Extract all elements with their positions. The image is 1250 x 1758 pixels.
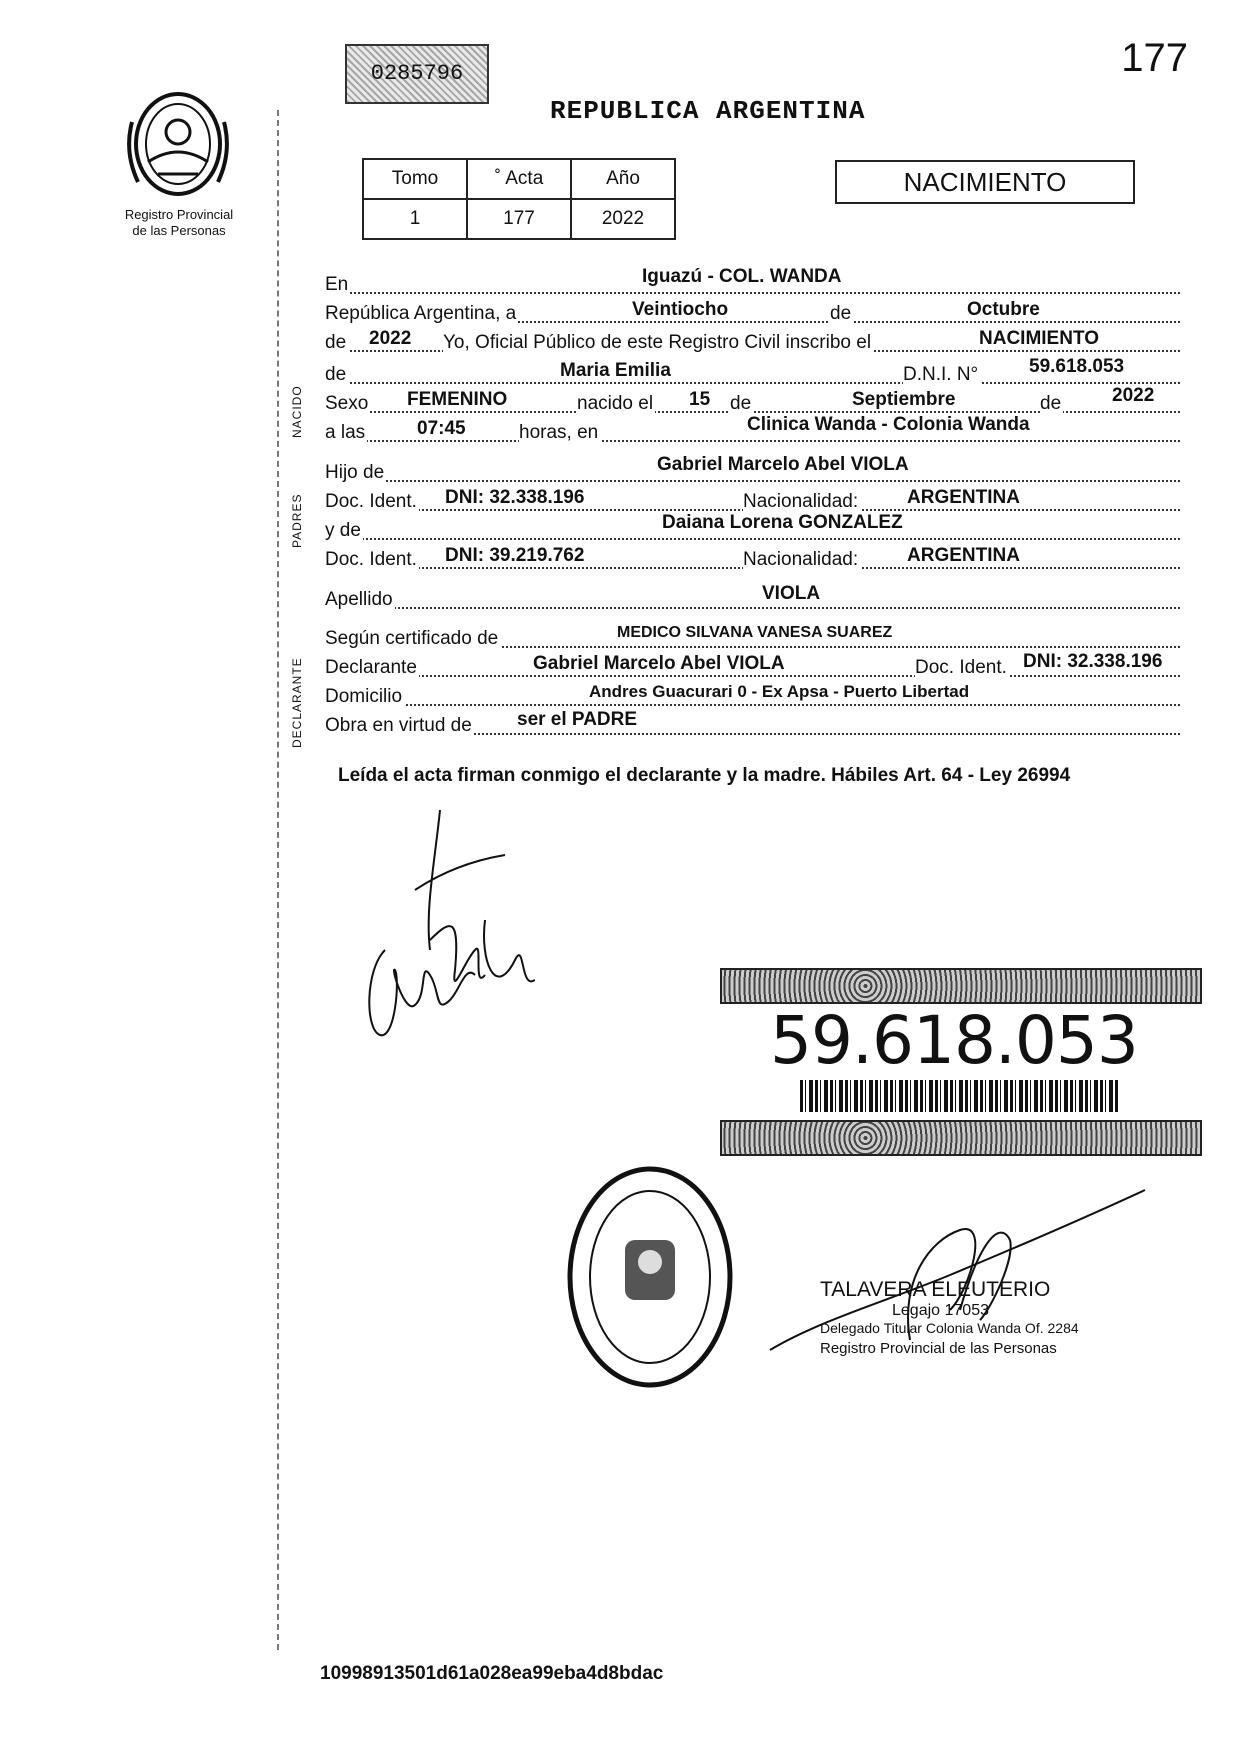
horas-label: horas, en xyxy=(519,422,599,443)
serial-number: 0285796 xyxy=(347,46,487,102)
oficial-text: Yo, Oficial Público de este Registro Civil inscribo el xyxy=(443,332,872,353)
event-value: NACIMIENTO xyxy=(979,328,1099,349)
tomo-header: Tomo xyxy=(363,159,467,199)
month-value: Octubre xyxy=(967,299,1040,320)
doc1-label: Doc. Ident. xyxy=(325,491,417,512)
certificado-label: Según certificado de xyxy=(325,628,499,649)
de-label-3: de xyxy=(325,364,347,385)
nac2-label: Nacionalidad: xyxy=(743,549,859,570)
father-name-value: Gabriel Marcelo Abel VIOLA xyxy=(657,454,909,475)
rep-label: República Argentina, a xyxy=(325,303,517,324)
doc2-label: Doc. Ident. xyxy=(325,549,417,570)
obra-value: ser el PADRE xyxy=(517,709,638,730)
row-hijo xyxy=(325,454,1180,486)
serial-stamp xyxy=(345,44,489,104)
mother-nationality-value: ARGENTINA xyxy=(907,545,1020,566)
row-yde xyxy=(325,512,1180,544)
father-nationality-value: ARGENTINA xyxy=(907,487,1020,508)
sexo-label: Sexo xyxy=(325,393,369,414)
obra-label: Obra en virtud de xyxy=(325,715,472,736)
row-doc2 xyxy=(325,545,1180,573)
margin-line xyxy=(277,110,279,1650)
apellido-label: Apellido xyxy=(325,589,393,610)
day-value: Veintiocho xyxy=(632,299,729,320)
doc3-label: Doc. Ident. xyxy=(915,657,1007,678)
row-domicilio xyxy=(325,682,1180,710)
official-legajo: Legajo 17053 xyxy=(892,1302,989,1319)
row-hora xyxy=(325,414,1180,446)
province-coat-of-arms-icon xyxy=(118,82,238,202)
official-name: TALAVERA ELEUTERIO xyxy=(820,1278,1051,1301)
row-year xyxy=(325,328,1180,356)
registry-label xyxy=(104,207,254,239)
stamp-dni-number: 59.618.053 xyxy=(770,1002,1138,1079)
dni-value: 59.618.053 xyxy=(1029,356,1125,377)
certificado-value: MEDICO SILVANA VANESA SUAREZ xyxy=(617,624,893,641)
de-label-2: de xyxy=(325,332,347,353)
document-hash: 10998913501d61a028ea99eba4d8bdac xyxy=(320,1663,664,1684)
domicilio-value: Andres Guacurari 0 - Ex Apsa - Puerto Libertad xyxy=(589,682,970,701)
official-role: Delegado Titular Colonia Wanda Of. 2284 xyxy=(820,1320,1079,1336)
en-value: Iguazú - COL. WANDA xyxy=(642,266,842,287)
closing-text: Leída el acta firman conmigo el declarante y la madre. Hábiles Art. 64 - Ley 26994 xyxy=(338,765,1071,786)
row-certificado xyxy=(325,624,1180,652)
de-label-5: de xyxy=(1040,393,1062,414)
dni-number-stamp xyxy=(720,968,1198,1154)
anio-value: 2022 xyxy=(571,199,675,239)
row-en xyxy=(325,266,1180,298)
father-dni-value: DNI: 32.338.196 xyxy=(445,487,585,508)
declarante-dni-value: DNI: 32.338.196 xyxy=(1023,651,1163,672)
hora-label: a las xyxy=(325,422,366,443)
domicilio-label: Domicilio xyxy=(325,686,403,707)
official-stamp xyxy=(820,1278,1079,1357)
nacido-label: nacido el xyxy=(577,393,654,414)
side-label-nacido: NACIDO xyxy=(290,385,304,438)
mother-name-value: Daiana Lorena GONZALEZ xyxy=(662,512,903,533)
official-registry: Registro Provincial de las Personas xyxy=(820,1340,1057,1357)
row-fecha xyxy=(325,299,1180,327)
row-sexo xyxy=(325,385,1180,417)
side-label-padres: PADRES xyxy=(290,493,304,548)
anio-header: Año xyxy=(571,159,675,199)
stamp-band-top xyxy=(720,968,1202,1004)
row-apellido xyxy=(325,585,1180,613)
birth-month-value: Septiembre xyxy=(852,389,956,410)
hora-value: 07:45 xyxy=(417,418,466,439)
row-declarante xyxy=(325,653,1180,681)
declarant-signature-icon xyxy=(355,800,535,1060)
birth-place-value: Clinica Wanda - Colonia Wanda xyxy=(747,414,1030,435)
acta-header: ˚ Acta xyxy=(467,159,571,199)
hijo-label: Hijo de xyxy=(325,462,385,483)
act-type-box: NACIMIENTO xyxy=(835,160,1135,204)
acta-table xyxy=(362,158,676,240)
tomo-value: 1 xyxy=(363,199,467,239)
en-label: En xyxy=(325,274,349,295)
year-value: 2022 xyxy=(369,328,412,349)
row-obra xyxy=(325,711,1180,739)
name-value: Maria Emilia xyxy=(560,360,671,381)
de-label-4: de xyxy=(730,393,752,414)
barcode-icon xyxy=(800,1080,1120,1112)
yde-label: y de xyxy=(325,520,361,541)
birth-year-value: 2022 xyxy=(1112,385,1155,406)
dni-label: D.N.I. N° xyxy=(903,364,979,385)
apellido-value: VIOLA xyxy=(762,583,821,604)
stamp-band-bottom xyxy=(720,1120,1202,1156)
nac1-label: Nacionalidad: xyxy=(743,491,859,512)
row-name xyxy=(325,356,1180,388)
row-doc1 xyxy=(325,487,1180,515)
acta-value: 177 xyxy=(467,199,571,239)
birth-day-value: 15 xyxy=(689,389,711,410)
side-label-declarante: DECLARANTE xyxy=(290,657,304,748)
declarante-value: Gabriel Marcelo Abel VIOLA xyxy=(533,653,785,674)
registry-line-1: Registro Provincial xyxy=(124,207,234,222)
registry-line-2: de las Personas xyxy=(132,223,226,238)
registry-seal-icon xyxy=(565,1162,735,1392)
de-label-1: de xyxy=(830,303,852,324)
page-number: 177 xyxy=(1121,36,1188,80)
sexo-value: FEMENINO xyxy=(407,389,508,410)
header-title: REPUBLICA ARGENTINA xyxy=(550,96,866,126)
declarante-label: Declarante xyxy=(325,657,417,678)
mother-dni-value: DNI: 39.219.762 xyxy=(445,545,585,566)
